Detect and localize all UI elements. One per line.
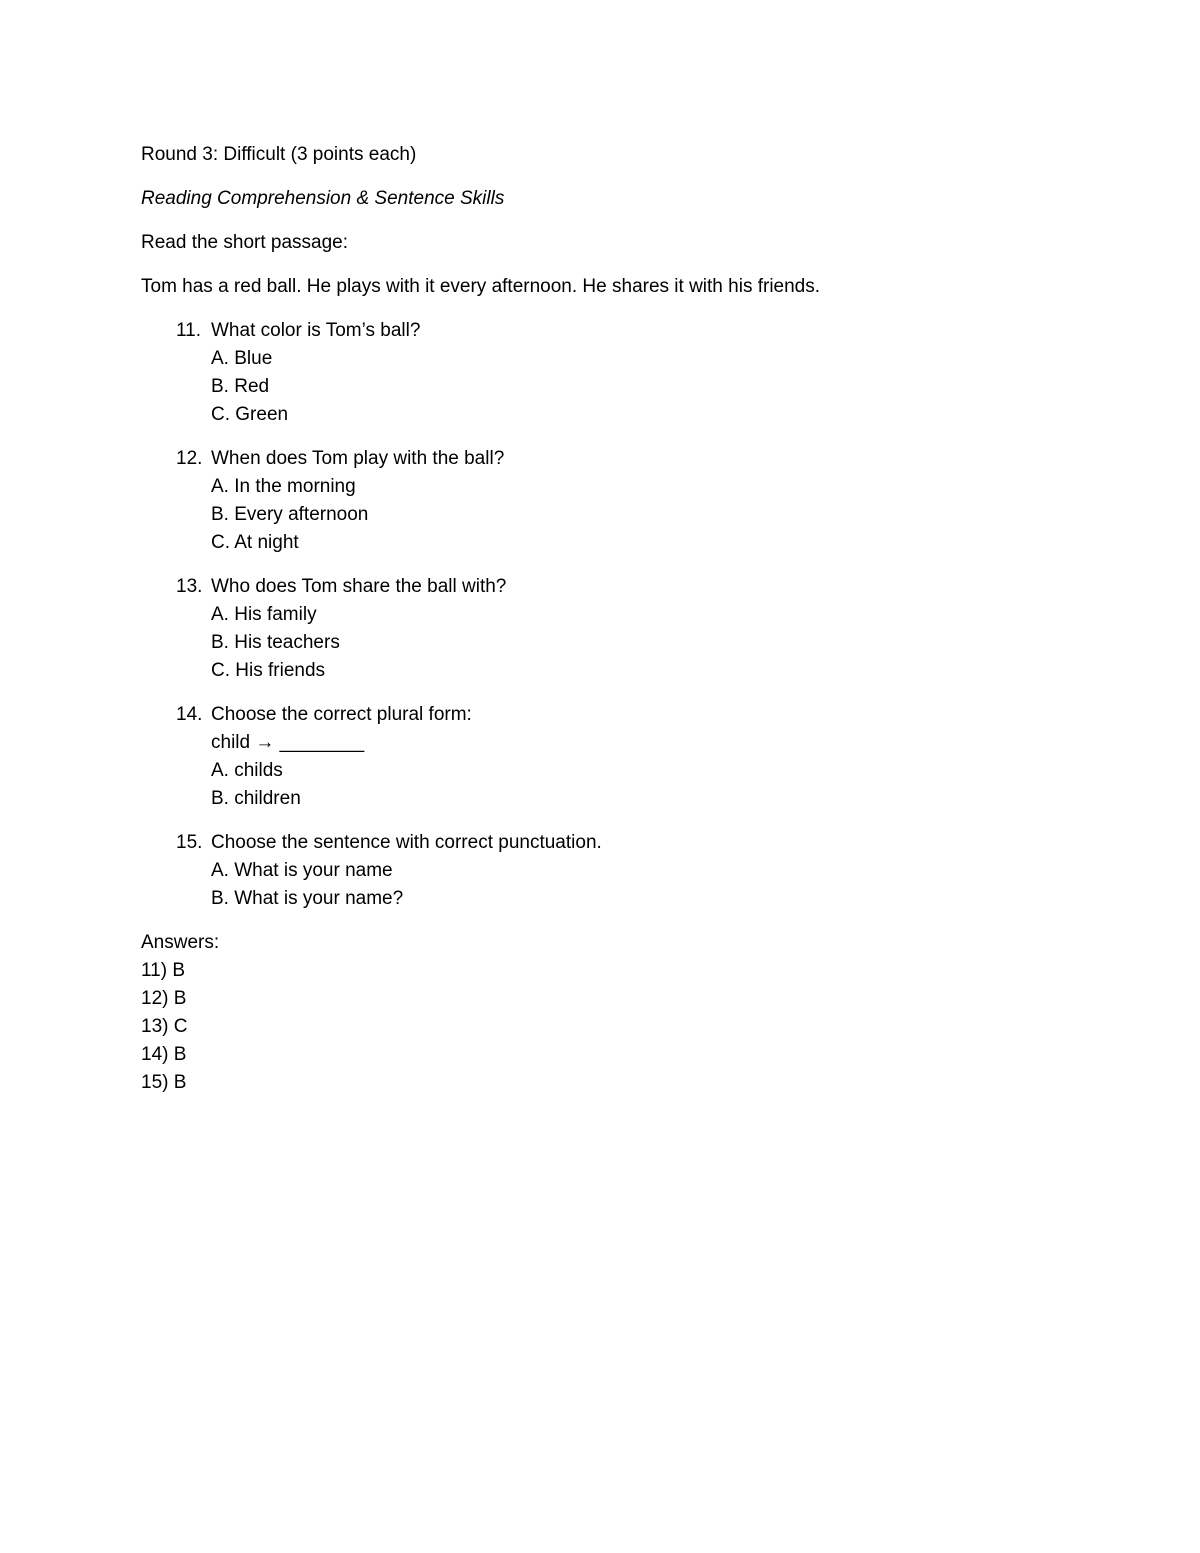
question-prompt: What color is Tom’s ball?	[211, 320, 421, 341]
section-subtitle: Reading Comprehension & Sentence Skills	[141, 188, 505, 209]
question-prompt: When does Tom play with the ball?	[211, 448, 505, 469]
document-content	[141, 141, 1061, 1097]
question-number: 13.	[176, 576, 203, 597]
answer-key-item: 13) C	[141, 1016, 188, 1037]
passage-text: Tom has a red ball. He plays with it every afternoon. He shares it with his friends.	[141, 276, 821, 297]
answer-option: A. In the morning	[211, 476, 356, 497]
round-title: Round 3: Difficult (3 points each)	[141, 144, 417, 165]
answer-option: B. What is your name?	[211, 888, 404, 909]
answer-key	[141, 929, 1061, 1097]
instruction-text: Read the short passage:	[141, 232, 349, 253]
answer-option: C. His friends	[211, 660, 326, 681]
question-prompt: Choose the sentence with correct punctuation.	[211, 832, 602, 853]
answer-key-item: 15) B	[141, 1072, 187, 1093]
answer-key-item: 11) B	[141, 960, 186, 981]
question-blank-line: child → ________	[211, 732, 365, 753]
answer-key-heading: Answers:	[141, 932, 220, 953]
answer-option: C. At night	[211, 532, 299, 553]
question-11	[141, 317, 1061, 429]
question-list	[141, 317, 1061, 913]
answer-key-item: 12) B	[141, 988, 187, 1009]
answer-option: C. Green	[211, 404, 289, 425]
answer-key-item: 14) B	[141, 1044, 187, 1065]
answer-option: B. Every afternoon	[211, 504, 369, 525]
question-12	[141, 445, 1061, 557]
question-15	[141, 829, 1061, 913]
question-number: 11.	[176, 320, 202, 341]
answer-option: B. Red	[211, 376, 270, 397]
question-number: 14.	[176, 704, 203, 725]
answer-option: A. What is your name	[211, 860, 393, 881]
answer-option: B. children	[211, 788, 301, 809]
question-13	[141, 573, 1061, 685]
question-prompt: Choose the correct plural form:	[211, 704, 472, 725]
answer-option: A. Blue	[211, 348, 273, 369]
answer-option: B. His teachers	[211, 632, 340, 653]
question-number: 12.	[176, 448, 203, 469]
question-prompt: Who does Tom share the ball with?	[211, 576, 507, 597]
answer-option: A. His family	[211, 604, 317, 625]
answer-option: A. childs	[211, 760, 283, 781]
question-number: 15.	[176, 832, 203, 853]
question-14	[141, 701, 1061, 813]
